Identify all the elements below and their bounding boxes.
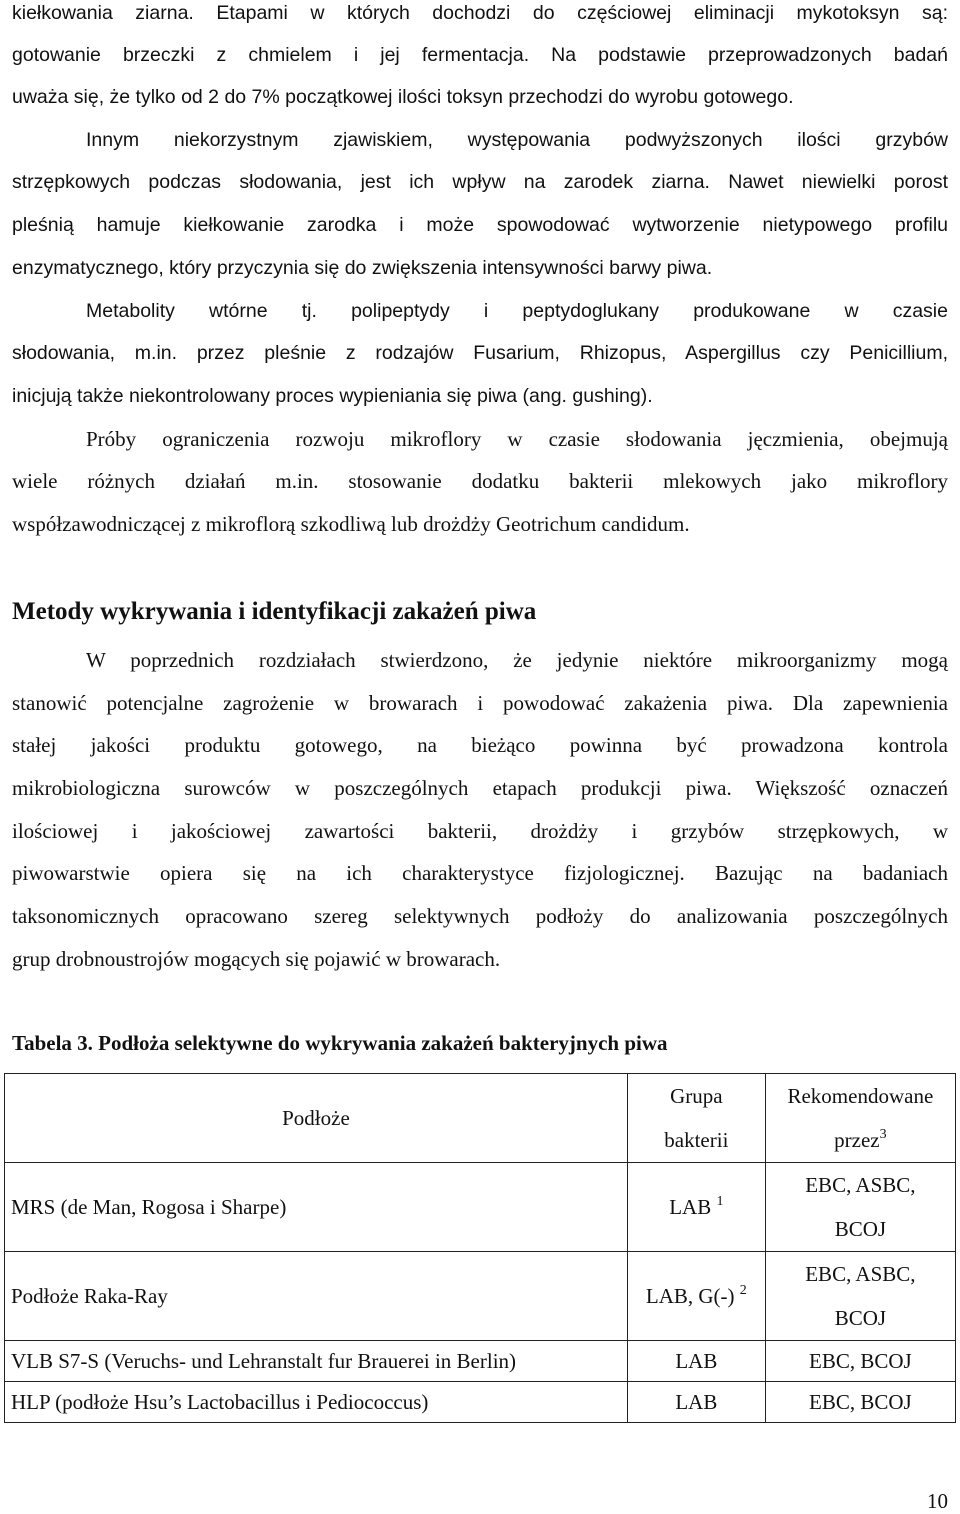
text-line: słodowania, m.in. przez pleśnie z rodzajów Fusarium, Rhizopus, Aspergillus czy Penicillium, <box>12 342 948 364</box>
text-line: mikrobiologiczna surowców w poszczególnych etapach produkcji piwa. Większość oznaczeń <box>12 776 948 800</box>
header-recommended <box>765 1074 955 1163</box>
text-line: pleśnią hamuje kiełkowanie zarodka i może spowodować wytworzenie nietypowego profilu <box>12 214 948 236</box>
cell-recommended-line2: BCOJ <box>834 1217 887 1241</box>
text-line: grup drobnoustrojów mogących się pojawić w browarach. <box>12 947 501 971</box>
cell-recommended-line1: EBC, ASBC, <box>805 1262 916 1286</box>
cell-group: LAB <box>627 1341 765 1382</box>
text-line: W poprzednich rozdziałach stwierdzono, że jedynie niektóre mikroorganizmy mogą <box>86 648 948 672</box>
table-row <box>5 1252 956 1341</box>
selective-media-table <box>4 1073 956 1423</box>
cell-recommended-line1: EBC, ASBC, <box>805 1173 916 1197</box>
table-row <box>5 1382 956 1423</box>
footnote-marker: 3 <box>879 1127 887 1142</box>
text-line: strzępkowych podczas słodowania, jest ich wpływ na zarodek ziarna. Nawet niewielki porost <box>12 171 948 193</box>
text-line: współzawodniczącej z mikroflorą szkodliwą lub drożdży Geotrichum candidum. <box>12 512 690 536</box>
text-line: gotowanie brzeczki z chmielem i jej fermentacja. Na podstawie przeprowadzonych badań <box>12 44 948 66</box>
cell-group-text: LAB <box>669 1195 712 1219</box>
cell-medium: HLP (podłoże Hsu’s Lactobacillus i Pediococcus) <box>5 1382 628 1423</box>
header-group-line1: Grupa <box>670 1084 723 1108</box>
cell-medium: MRS (de Man, Rogosa i Sharpe) <box>5 1163 628 1252</box>
cell-recommended <box>765 1163 955 1252</box>
header-recommended-line1: Rekomendowane <box>787 1084 934 1108</box>
text-line: stałej jakości produktu gotowego, na bieżąco powinna być prowadzona kontrola <box>12 733 948 757</box>
text-line: taksonomicznych opracowano szereg selektywnych podłoży do analizowania poszczególnych <box>12 904 948 928</box>
text-line: uważa się, że tylko od 2 do 7% początkowej ilości toksyn przechodzi do wyrobu gotowego. <box>12 86 794 108</box>
text-line: Innym niekorzystnym zjawiskiem, występowania podwyższonych ilości grzybów <box>86 129 948 151</box>
cell-group-text: LAB, G(-) <box>645 1284 735 1308</box>
text-line: kiełkowania ziarna. Etapami w których dochodzi do częściowej eliminacji mykotoksyn są: <box>12 2 948 24</box>
section-heading: Metody wykrywania i identyfikacji zakażeń piwa <box>12 598 537 625</box>
text-line: inicjują także niekontrolowany proces wypieniania się piwa (ang. gushing). <box>12 385 653 407</box>
text-line: Próby ograniczenia rozwoju mikroflory w czasie słodowania jęczmienia, obejmują <box>86 427 948 451</box>
footnote-marker: 2 <box>739 1283 747 1298</box>
text-line: wiele różnych działań m.in. stosowanie dodatku bakterii mlekowych jako mikroflory <box>12 469 948 493</box>
header-group-line2: bakterii <box>664 1128 729 1152</box>
cell-medium: Podłoże Raka-Ray <box>5 1252 628 1341</box>
cell-group <box>627 1252 765 1341</box>
table-caption: Tabela 3. Podłoża selektywne do wykrywania zakażeń bakteryjnych piwa <box>12 1031 668 1055</box>
header-recommended-line2: przez <box>834 1128 880 1152</box>
text-line: enzymatycznego, który przyczynia się do zwiększenia intensywności barwy piwa. <box>12 257 713 279</box>
cell-group: LAB <box>627 1382 765 1423</box>
text-line: piwowarstwie opiera się na ich charakterystyce fizjologicznej. Bazując na badaniach <box>12 861 948 885</box>
header-medium: Podłoże <box>5 1074 628 1163</box>
cell-recommended <box>765 1252 955 1341</box>
cell-group <box>627 1163 765 1252</box>
text-line: stanowić potencjalne zagrożenie w browarach i powodować zakażenia piwa. Dla zapewnienia <box>12 691 948 715</box>
header-group <box>627 1074 765 1163</box>
cell-recommended: EBC, BCOJ <box>765 1341 955 1382</box>
cell-medium: VLB S7-S (Veruchs- und Lehranstalt fur Brauerei in Berlin) <box>5 1341 628 1382</box>
cell-recommended: EBC, BCOJ <box>765 1382 955 1423</box>
text-line: Metabolity wtórne tj. polipeptydy i peptydoglukany produkowane w czasie <box>86 300 948 322</box>
table-row <box>5 1163 956 1252</box>
table-header-row <box>5 1074 956 1163</box>
cell-recommended-line2: BCOJ <box>834 1306 887 1330</box>
table-row <box>5 1341 956 1382</box>
page-number: 10 <box>927 1489 948 1513</box>
text-line: ilościowej i jakościowej zawartości bakterii, drożdży i grzybów strzępkowych, w <box>12 819 948 843</box>
footnote-marker: 1 <box>716 1194 724 1209</box>
